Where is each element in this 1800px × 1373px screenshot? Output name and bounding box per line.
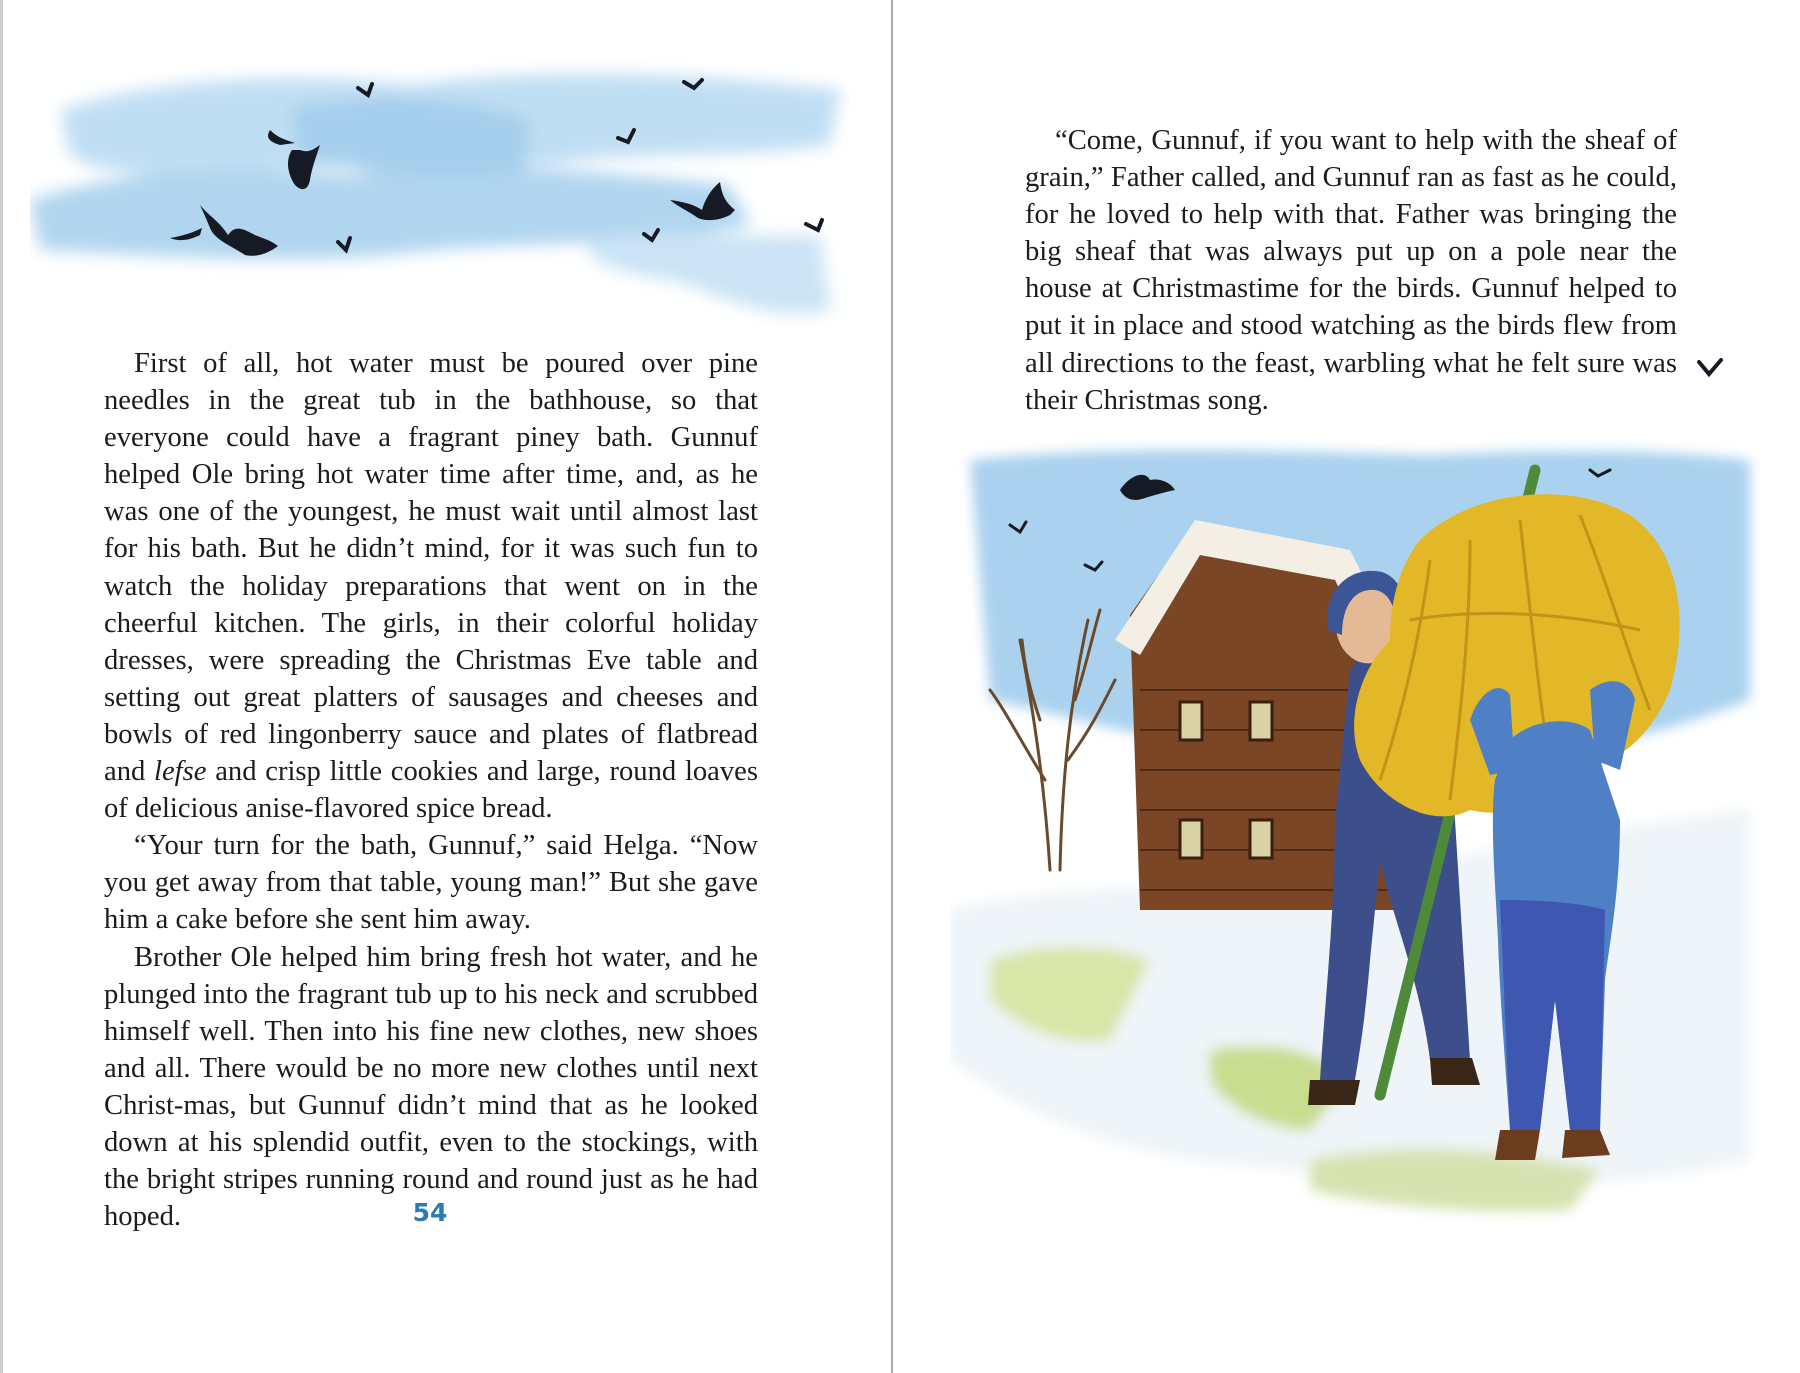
sky-birds-illustration bbox=[30, 50, 850, 340]
margin-bird-icon bbox=[1697, 358, 1725, 380]
right-body-text bbox=[1025, 122, 1677, 419]
paragraph-text: First of all, hot water must be poured over pine needles in the great tub in the bathhouse, so that everyone could have a fragrant piney bath. Gunnuf helped Ole bring hot water time after time, and, as he was one of the youngest, he must wait until almost last for his bath. But he didn’t mind, for it was such fun to watch the holiday preparations that went on in the cheerful kitchen. The girls, in their colorful holiday dresses, were spreading the Christmas Eve table and setting out great platters of sausages and cheeses and bowls of red lingonberry sauce and plates of flatbread and bbox=[104, 348, 758, 788]
left-body-text bbox=[104, 345, 758, 1235]
paragraph: Brother Ole helped him bring fresh hot water, and he plunged into the fragrant tub up to his neck and scrubbed himself well. Then into his fine new clothes, new shoes and all. There would be no more new clothes until next Christ-mas, but Gunnuf didn’t mind that as he looked down at his splendid outfit, even to the stockings, with the bright stripes running round and round just as he had hoped. bbox=[104, 941, 758, 1233]
paragraph: “Come, Gunnuf, if you want to help with the sheaf of grain,” Father called, and Gunnuf ran as fast as he could, for he loved to help with that. Father was bringing the big sheaf that was always put up on a pole near the house at Christmastime for the birds. Gunnuf helped to put it in place and stood watching as the birds flew from all directions to the feast, warbling what he felt sure was their Christmas song. bbox=[1025, 125, 1677, 416]
page-number: 54 bbox=[412, 1198, 448, 1227]
sheaf-of-grain-illustration bbox=[950, 440, 1760, 1240]
paragraph-text: and crisp little cookies and large, round loaves of delicious anise-flavored spice bread. bbox=[104, 756, 758, 825]
book-gutter bbox=[891, 0, 893, 1373]
italic-word: lefse bbox=[154, 756, 207, 788]
paragraph: “Your turn for the bath, Gunnuf,” said Helga. “Now you get away from that table, young man!” But she gave him a cake before she sent him away. bbox=[104, 830, 758, 936]
paragraph bbox=[104, 345, 758, 827]
